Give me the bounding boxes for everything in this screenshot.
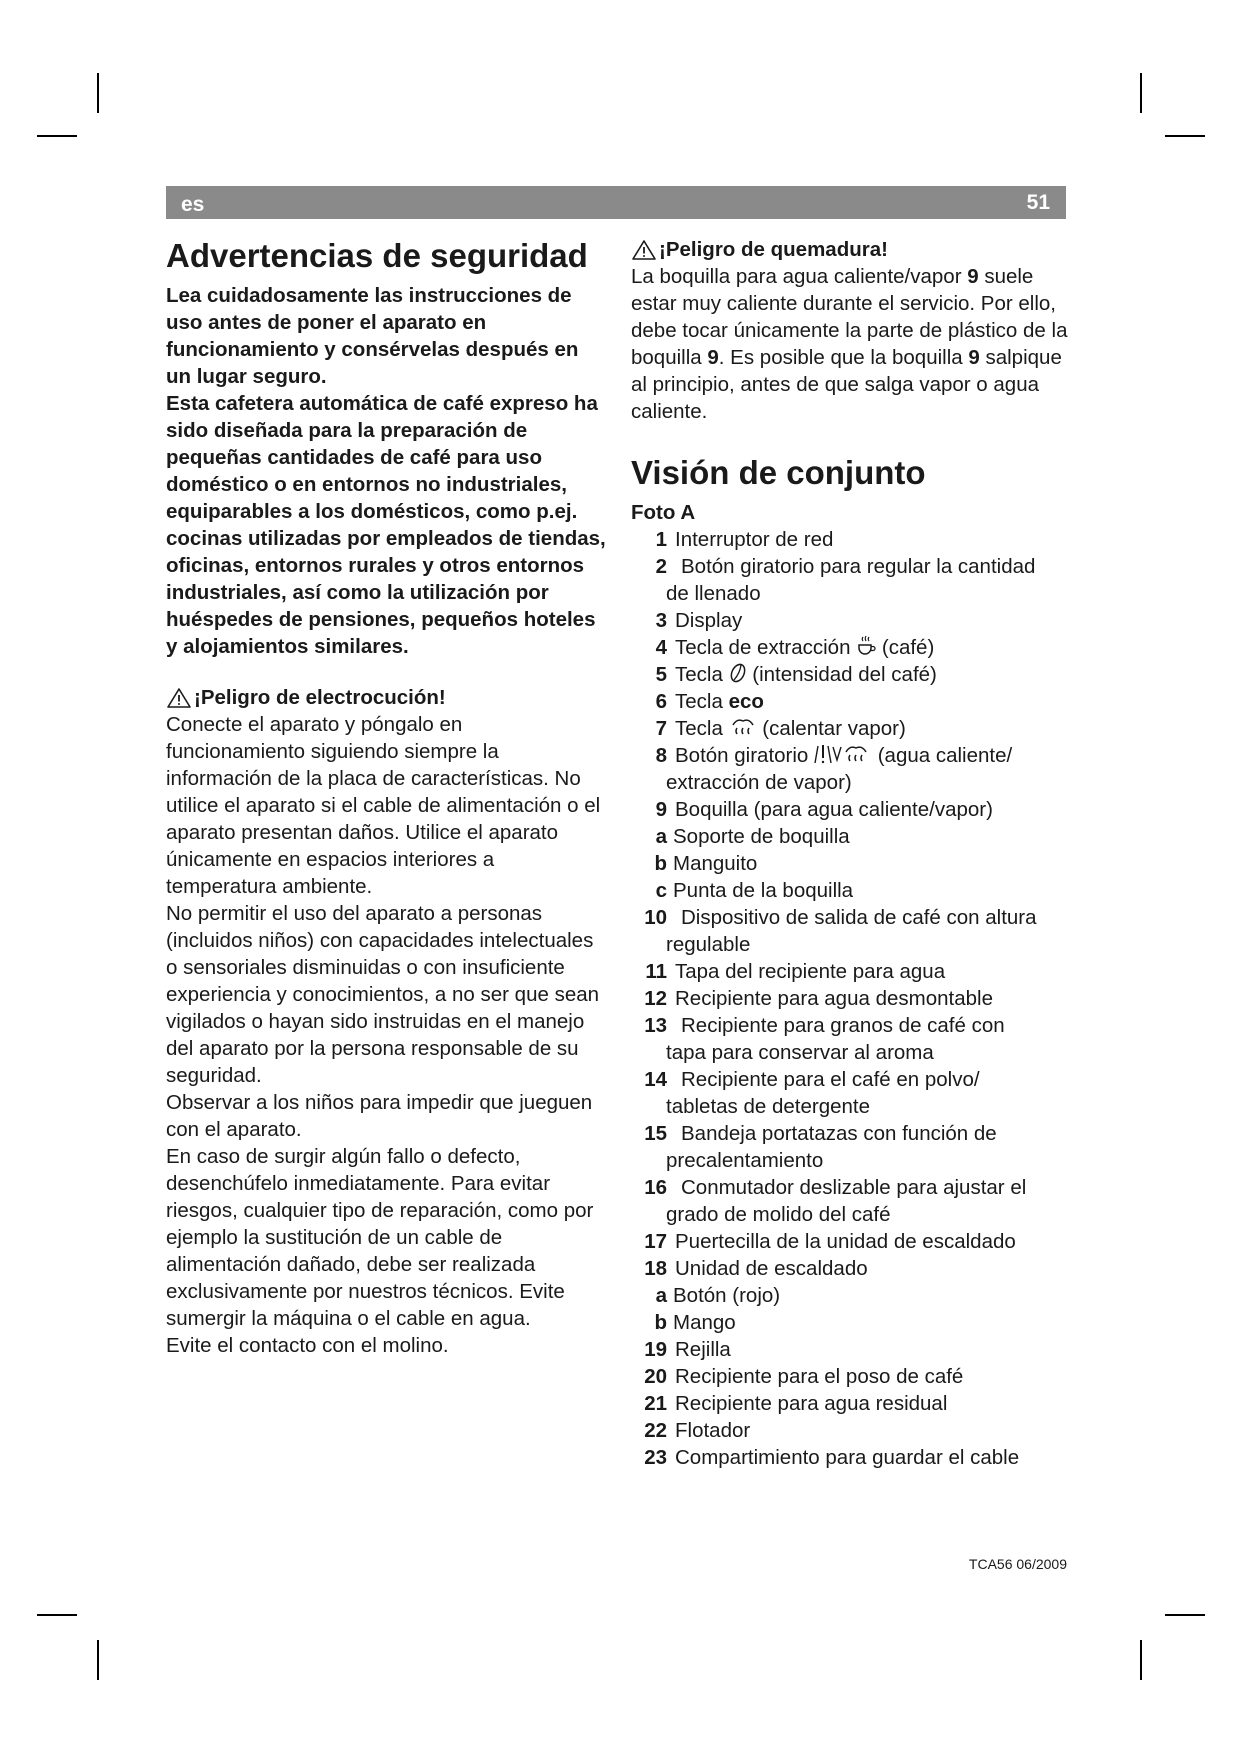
list-item-continuation: tabletas de detergente <box>666 1095 871 1118</box>
list-item: 12 Recipiente para agua desmontable <box>644 987 993 1010</box>
list-item: 8 Botón giratorio (agua caliente/ <box>655 744 1013 767</box>
coffee-bean-icon <box>729 662 747 684</box>
list-sub-item: a Botón (rojo) <box>655 1284 781 1307</box>
crop-mark <box>1165 135 1205 137</box>
list-item: 22 Flotador <box>644 1419 751 1442</box>
coffee-cup-icon <box>856 635 876 657</box>
list-item-continuation: regulable <box>666 933 751 956</box>
warning-triangle-icon <box>166 687 192 709</box>
page-number: 51 <box>1026 191 1050 214</box>
list-item: 17 Puertecilla de la unidad de escaldado <box>644 1230 1016 1253</box>
intro-paragraph: Esta cafetera automática de café expreso ha sido diseñada para la preparación de pequeñas cantidades de café para uso doméstico o en entornos no industriales, equiparables a los domésticos, como p.ej. cocinas utilizadas por empleados de tiendas, oficinas, entornos rurales y otros entornos industriales, así como la utilización por huéspedes de pensiones, pequeños hoteles y alojamientos similares. <box>166 392 606 658</box>
photo-label: Foto A <box>631 501 696 524</box>
overview-title: Visión de conjunto <box>631 454 926 491</box>
list-sub-item: b Mango <box>654 1311 736 1334</box>
list-sub-item: a Soporte de boquilla <box>655 825 850 848</box>
list-item-continuation: precalentamiento <box>666 1149 824 1172</box>
crop-mark <box>37 135 77 137</box>
right-column <box>631 236 1071 1471</box>
list-item: 15 Bandeja portatazas con función de <box>644 1122 997 1145</box>
intro-paragraph: Lea cuidadosamente las instrucciones de uso antes de poner el aparato en funcionamiento y consérvelas después en un lugar seguro. <box>166 284 579 388</box>
list-item: 2 Botón giratorio para regular la cantidad <box>655 555 1036 578</box>
warning-paragraph: En caso de surgir algún fallo o defecto, desenchúfelo inmediatamente. Para evitar riesgos, cualquier tipo de reparación, como por ejemplo la sustitución de un cable de alimentación dañado, debe ser realizada exclusivamente por nuestros técnicos. Evite sumergir la máquina o el cable en agua. <box>166 1145 594 1330</box>
list-item-continuation: tapa para conservar al aroma <box>666 1041 934 1064</box>
list-item: 18 Unidad de escaldado <box>644 1257 868 1280</box>
crop-mark <box>1140 73 1142 113</box>
crop-mark <box>97 1640 99 1680</box>
steam-icon <box>729 716 757 738</box>
crop-mark <box>37 1614 77 1616</box>
list-item: 1 Interruptor de red <box>655 528 834 551</box>
list-item: 19 Rejilla <box>644 1338 731 1361</box>
list-item-continuation: de llenado <box>666 582 761 605</box>
list-item: 6 Tecla eco <box>655 690 764 713</box>
list-item: 23 Compartimiento para guardar el cable <box>644 1446 1020 1469</box>
warning-paragraph: Evite el contacto con el molino. <box>166 1334 449 1357</box>
list-item: 21 Recipiente para agua residual <box>644 1392 948 1415</box>
language-code: es <box>181 193 205 216</box>
warning-triangle-icon <box>631 239 657 261</box>
list-item: 3 Display <box>655 609 743 632</box>
page-header-bar <box>166 186 1066 219</box>
crop-mark <box>1165 1614 1205 1616</box>
list-item-continuation: extracción de vapor) <box>666 771 852 794</box>
warning-paragraph: No permitir el uso del aparato a personas (incluidos niños) con capacidades intelectuales o sensoriales disminuidas o con insuficiente experiencia y conocimientos, a no ser que sean vigilados o hayan sido instruidas en el manejo del aparato por la persona responsable de su seguridad. <box>166 902 600 1087</box>
list-sub-item: c Punta de la boquilla <box>655 879 854 902</box>
list-item: 4 Tecla de extracción (café) <box>655 636 935 659</box>
list-item: 20 Recipiente para el poso de café <box>644 1365 964 1388</box>
warning-title: ¡Peligro de electrocución! <box>194 686 446 709</box>
list-item: 5 Tecla (intensidad del café) <box>655 663 937 686</box>
electrocution-warning-heading <box>166 684 606 711</box>
burn-warning-heading <box>631 236 1071 263</box>
list-item: 7 Tecla (calentar vapor) <box>655 717 906 740</box>
list-item-continuation: grado de molido del café <box>666 1203 891 1226</box>
list-sub-item: b Manguito <box>654 852 758 875</box>
list-item: 14 Recipiente para el café en polvo/ <box>644 1068 980 1091</box>
crop-mark <box>97 73 99 113</box>
list-item: 10 Dispositivo de salida de café con altura <box>644 906 1037 929</box>
list-item: 11 Tapa del recipiente para agua <box>645 960 946 983</box>
list-item: 13 Recipiente para granos de café con <box>644 1014 1005 1037</box>
document-code: TCA56 06/2009 <box>968 1556 1067 1572</box>
left-column <box>166 236 606 1359</box>
list-item: 16 Conmutador deslizable para ajustar el <box>644 1176 1027 1199</box>
list-item: 9 Boquilla (para agua caliente/vapor) <box>655 798 993 821</box>
parts-list <box>631 526 1071 1471</box>
hot-water-steam-icon <box>814 743 872 765</box>
warning-paragraph: Observar a los niños para impedir que jueguen con el aparato. <box>166 1091 593 1141</box>
warning-paragraph: Conecte el aparato y póngalo en funcionamiento siguiendo siempre la información de la placa de características. No utilice el aparato si el cable de alimentación o el aparato presentan daños. Utilice el aparato únicamente en espacios interiores a temperatura ambiente. <box>166 713 601 898</box>
crop-mark <box>1140 1640 1142 1680</box>
warning-title: ¡Peligro de quemadura! <box>659 238 888 261</box>
safety-title: Advertencias de seguridad <box>166 237 588 274</box>
burn-warning-text: La boquilla para agua caliente/vapor 9 suele estar muy caliente durante el servicio. Por ello, debe tocar únicamente la parte de plástico de la boquilla 9. Es posible que la boquilla 9 salpique al principio, antes de que salga vapor o agua caliente. <box>631 265 1068 423</box>
